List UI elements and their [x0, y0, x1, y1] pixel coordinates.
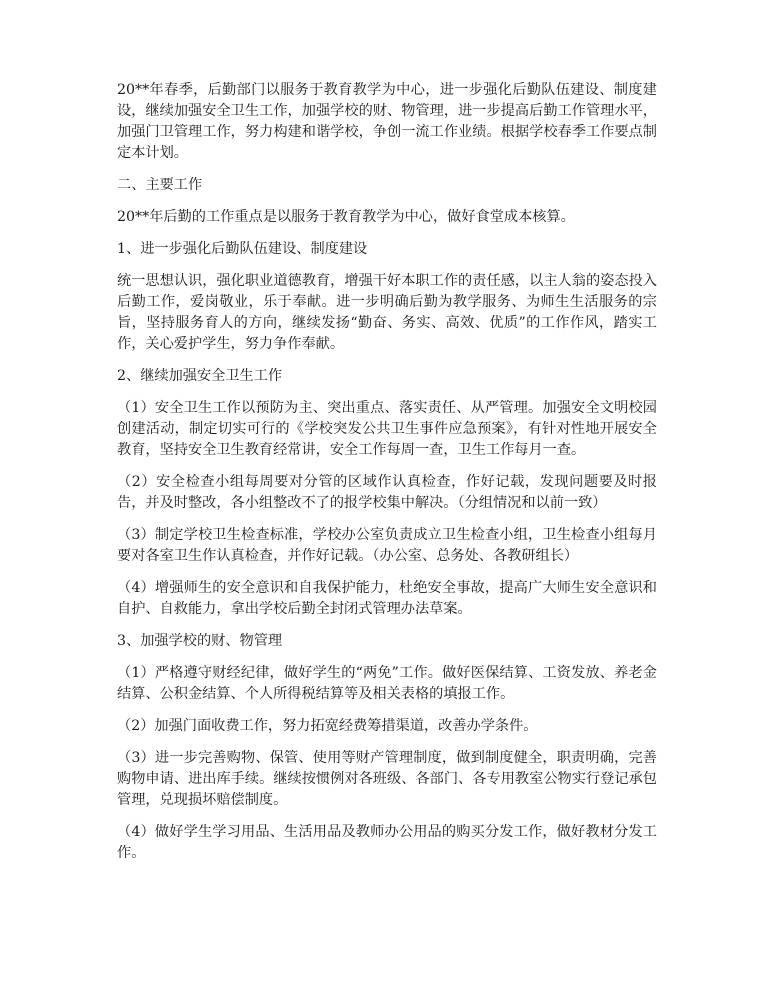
finance-item-2: （2）加强门面收费工作，努力拓宽经费筹措渠道，改善办学条件。: [117, 718, 538, 734]
finance-item-4: （4）做好学生学习用品、生活用品及教师办公用品的购买分发工作，做好教材分发工作。: [117, 824, 657, 861]
subsection-heading-2: 2、继续加强安全卫生工作: [117, 368, 283, 384]
document-page: [117, 80, 657, 875]
safety-item-1: （1）安全卫生工作以预防为主、突出重点、落实责任、从严管理。加强安全文明校园创建活动，制定切实可行的《学校突发公共卫生事件应急预案》，有针对性地开展安全教育，坚持安全卫生教育经常讲，安全工作每周一查，卫生工作每月一查。: [117, 400, 657, 458]
safety-item-2: （2）安全检查小组每周要对分管的区域作认真检查，作好记载，发现问题要及时报告，并及时整改，各小组整改不了的报学校集中解决。（分组情况和以前一致）: [117, 474, 657, 511]
finance-item-1: （1）严格遵守财经纪律，做好学生的“两免”工作。做好医保结算、工资发放、养老金结算、公积金结算、个人所得税结算等及相关表格的填报工作。: [117, 665, 657, 702]
section-heading-main-work: 二、主要工作: [117, 177, 203, 193]
finance-item-3: （3）进一步完善购物、保管、使用等财产管理制度，做到制度健全，职责明确，完善购物申请、进出库手续。继续按惯例对各班级、各部门、各专用教室公物实行登记承包管理，兑现损坏赔偿制度。: [117, 750, 657, 808]
team-building-paragraph: 统一思想认识，强化职业道德教育，增强干好本职工作的责任感，以主人翁的姿态投入后勤工作，爱岗敬业，乐于奉献。进一步明确后勤为教学服务、为师生生活服务的宗旨，坚持服务育人的方向，继续发扬“勤奋、务实、高效、优质”的工作作风，踏实工作，关心爱护学生，努力争作奉献。: [117, 273, 657, 352]
subsection-heading-1: 1、进一步强化后勤队伍建设、制度建设: [117, 241, 368, 257]
intro-paragraph: 20**年春季，后勤部门以服务于教育教学为中心，进一步强化后勤队伍建设、制度建设，继续加强安全卫生工作，加强学校的财、物管理，进一步提高后勤工作管理水平，加强门卫管理工作，努力构建和谐学校，争创一流工作业绩。根据学校春季工作要点制定本计划。: [117, 82, 657, 161]
safety-item-4: （4）增强师生的安全意识和自我保护能力，杜绝安全事故，提高广大师生安全意识和自护、自救能力，拿出学校后勤全封闭式管理办法草案。: [117, 580, 657, 617]
subsection-heading-3: 3、加强学校的财、物管理: [117, 633, 283, 649]
focus-paragraph: 20**年后勤的工作重点是以服务于教育教学为中心，做好食堂成本核算。: [117, 209, 575, 225]
safety-item-3: （3）制定学校卫生检查标准，学校办公室负责成立卫生检查小组，卫生检查小组每月要对各室卫生作认真检查，并作好记载。（办公室、总务处、各教研组长）: [117, 527, 657, 564]
